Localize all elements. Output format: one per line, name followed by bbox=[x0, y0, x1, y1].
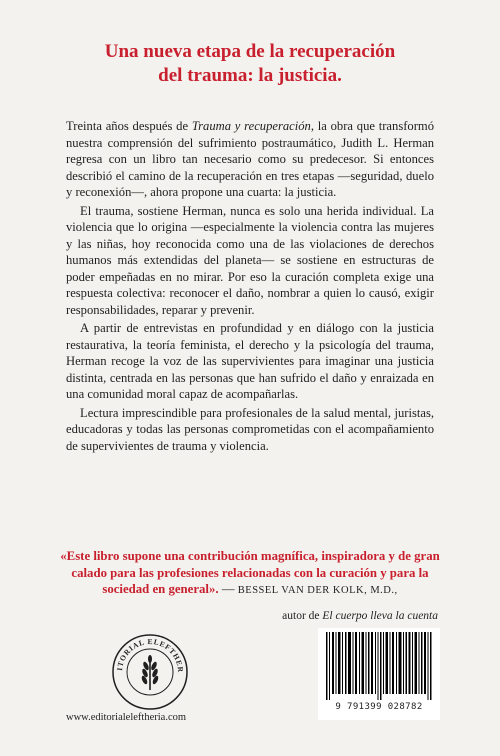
quote-attribution bbox=[219, 582, 398, 596]
quote-author: BESSEL VAN DER KOLK, M.D., bbox=[237, 585, 398, 596]
headline-line-1: Una nueva etapa de la recuperación bbox=[104, 41, 396, 62]
headline bbox=[40, 40, 460, 88]
isbn-barcode bbox=[318, 628, 440, 720]
blurb-paragraph-3: A partir de entrevistas en profundidad y en diálogo con la justicia restaurativa, la teoría feminista, el derecho y la psicología del trauma, Herman recoge la voz de las supervivientes para imaginar una justicia distinta, centrada en las personas que han sufrido el daño y enraizada en una comunidad moral capaz de acompañarlas. bbox=[66, 321, 434, 401]
endorsement-quote bbox=[60, 548, 440, 600]
quote-dash: — bbox=[218, 582, 238, 596]
blurb-p1-book-title: Trauma y recuperación bbox=[191, 119, 311, 133]
quote-source bbox=[60, 610, 438, 622]
blurb-paragraph-4: Lectura imprescindible para profesionales de la salud mental, juristas, educadoras y todas las personas comprometidas con el acompañamiento de supervivientes de trauma y violencia. bbox=[66, 405, 434, 453]
quote-source-title: El cuerpo lleva la cuenta bbox=[322, 610, 438, 622]
blurb-p1-start: Treinta años después de bbox=[66, 119, 192, 133]
blurb-paragraph-1 bbox=[66, 118, 434, 201]
headline-line-2: del trauma: la justicia. bbox=[158, 65, 342, 86]
blurb-p1-end: , la obra que transformó nuestra comprensión del sufrimiento postraumático, Judith L. Herman regresa con un libro tan necesario como su predecesor. Si entonces describió el camino de la recuperación en tres etapas —seguridad, duelo y reconexión—, ahora propone una cuarta: la justicia. bbox=[66, 119, 434, 199]
publisher-logo bbox=[110, 632, 190, 712]
publisher-seal-icon bbox=[110, 632, 190, 712]
wheat-icon bbox=[141, 655, 160, 690]
quote-text: «Este libro supone una contribución magnífica, inspiradora y de gran calado para las profesiones relacionadas con la curación y para la sociedad en general». bbox=[60, 549, 440, 596]
quote-source-prefix: autor de bbox=[282, 610, 323, 622]
blurb-paragraph-2: El trauma, sostiene Herman, nunca es solo una herida individual. La violencia que lo origina —especialmente la violencia contra las mujeres y las niñas, hoy reconocida como una de las violaciones de derechos humanos más extendidas del planeta— se sostiene en estructuras de poder empeñadas en no mirar. Por eso la curación completa exige una respuesta colectiva: reconocer el daño, nombrar a quien lo causó, exigir responsabilidades, reparar y prevenir. bbox=[66, 203, 434, 317]
isbn-digits: 9 791399 028782 bbox=[335, 702, 423, 712]
publisher-logo-text: ITORIAL ELEFTHER bbox=[115, 636, 186, 674]
barcode-icon bbox=[324, 632, 434, 700]
publisher-url: www.editorialeleftheria.com bbox=[66, 712, 187, 723]
blurb-body bbox=[66, 118, 434, 456]
